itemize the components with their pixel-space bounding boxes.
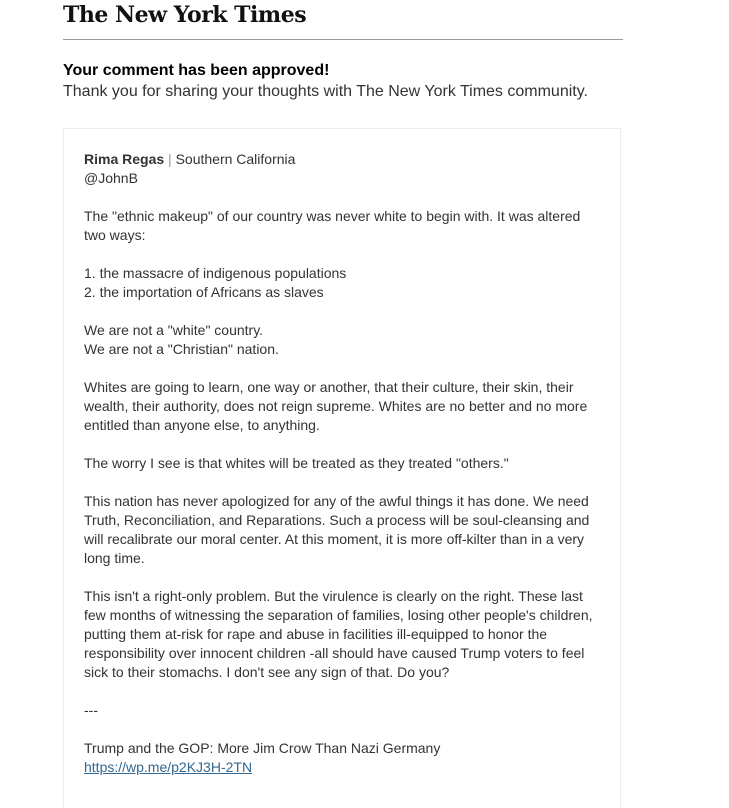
author-separator: |: [168, 151, 172, 167]
comment-paragraph: We are not a "white" country.: [84, 322, 264, 338]
comment-location: Southern California: [175, 151, 296, 167]
comment-paragraph: This isn't a right-only problem. But the virulence is clearly on the right. These last few months of witnessing the separation of families, losing other people's children, putting them at-risk for rape and abuse in facilities ill-equipped to honor the responsibility over innocent children -all should have caused Trump voters to feel sick to their stomachs. I don't see any sign of that. Do you?: [84, 588, 593, 680]
nyt-logo: The New York Times: [63, 2, 307, 28]
comment-paragraph: Trump and the GOP: More Jim Crow Than Nazi Germany: [84, 740, 441, 756]
comment-link[interactable]: https://wp.me/p2KJ3H-2TN: [84, 759, 253, 775]
comment-paragraph: The "ethnic makeup" of our country was never white to begin with. It was altered two ways:: [84, 208, 581, 243]
comment-header: [84, 150, 604, 169]
header-divider: [63, 39, 623, 40]
comment-list-item: 2. the importation of Africans as slaves: [84, 284, 324, 300]
comment-paragraph: The worry I see is that whites will be treated as they treated "others.": [84, 455, 509, 471]
comment-paragraph: Whites are going to learn, one way or another, that their culture, their skin, their wealth, their authority, does not reign supreme. Whites are no better and no more entitled than anyone else, to anything.: [84, 379, 588, 433]
approval-subtitle: Thank you for sharing your thoughts with The New York Times community.: [63, 83, 588, 100]
comment-reply-to: @JohnB: [84, 170, 138, 186]
comment-divider-text: ---: [84, 702, 98, 718]
comment-body: [84, 150, 604, 777]
comment-list-item: 1. the massacre of indigenous populations: [84, 265, 347, 281]
approval-title: Your comment has been approved!: [63, 62, 330, 79]
comment-author: Rima Regas: [84, 151, 165, 167]
comment-paragraph: We are not a "Christian" nation.: [84, 341, 279, 357]
comment-card: [63, 128, 621, 808]
comment-paragraph: This nation has never apologized for any of the awful things it has done. We need Truth, Reconciliation, and Reparations. Such a process will be soul-cleansing and will recalibrate our moral center. At this moment, it is more off-kilter than in a very long time.: [84, 493, 590, 566]
